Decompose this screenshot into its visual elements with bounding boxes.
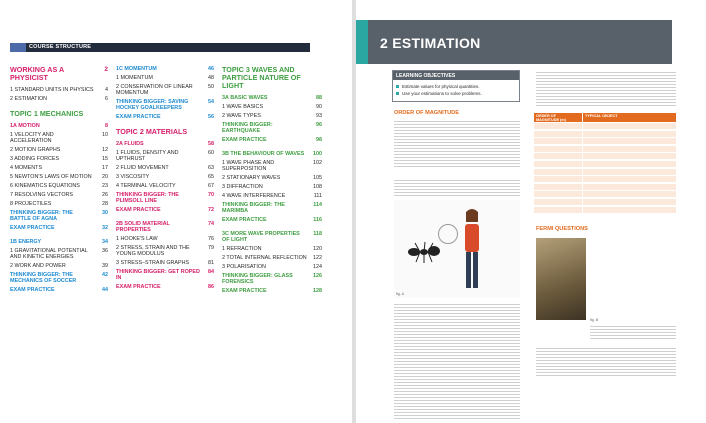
entry-title: 1C MOMENTUM xyxy=(116,66,157,72)
table-cell xyxy=(583,131,676,138)
page-number: 100 xyxy=(313,151,322,157)
page-number: 126 xyxy=(313,273,322,279)
entry-title: THINKING BIGGER: SAVING HOCKEY GOALKEEPERS xyxy=(116,99,189,111)
contents-entry xyxy=(222,184,322,190)
table-cell xyxy=(534,191,582,198)
page-number: 54 xyxy=(208,99,214,105)
page-number: 96 xyxy=(316,122,322,128)
contents-entry xyxy=(222,160,322,172)
contents-entry xyxy=(10,132,108,144)
page-number: 76 xyxy=(208,236,214,242)
page-number: 8 xyxy=(105,123,108,129)
body-text-block xyxy=(536,346,676,376)
page-number: 114 xyxy=(313,202,322,208)
entry-title: 2 STRESS, STRAIN AND THE YOUNG MODULUS xyxy=(116,245,190,257)
table-cell xyxy=(534,123,582,130)
page-number: 88 xyxy=(316,95,322,101)
page-number: 79 xyxy=(208,245,214,251)
entry-title: 3 ADDING FORCES xyxy=(10,156,60,162)
order-of-magnitude-heading: ORDER OF MAGNITUDE xyxy=(394,110,459,116)
entry-title: 1A MOTION xyxy=(10,123,40,129)
entry-title: EXAM PRACTICE xyxy=(10,225,55,231)
page-number: 56 xyxy=(208,114,214,120)
entry-title: 1 STANDARD UNITS IN PHYSICS xyxy=(10,87,94,93)
chapter-banner xyxy=(356,20,672,64)
table-cell xyxy=(583,123,676,130)
topic-heading xyxy=(116,128,214,136)
chapter-title: 2 ESTIMATION xyxy=(380,35,481,51)
entry-title: 2 WORK AND POWER xyxy=(10,263,66,269)
objective-item: Use your estimations to solve problems. xyxy=(396,91,482,96)
entry-title: 4 TERMINAL VELOCITY xyxy=(116,183,176,189)
entry-title: THINKING BIGGER: GET ROPED IN xyxy=(116,269,200,281)
entry-title: 2B SOLID MATERIAL PROPERTIES xyxy=(116,221,170,233)
entry-title: 3 POLARISATION xyxy=(222,264,266,270)
entry-title: 3 DIFFRACTION xyxy=(222,184,263,190)
entry-title: WORKING AS A PHYSICIST xyxy=(10,65,64,82)
section-heading xyxy=(222,137,322,143)
entry-title: 2 STATIONARY WAVES xyxy=(222,175,281,181)
section-heading xyxy=(10,210,108,222)
table-cell xyxy=(583,169,676,176)
page-number: 26 xyxy=(102,192,108,198)
contents-entry xyxy=(116,84,214,96)
contents-column-2 xyxy=(116,66,214,293)
page-number: 23 xyxy=(102,183,108,189)
table-cell xyxy=(583,199,676,206)
page-number: 122 xyxy=(313,255,322,261)
section-heading xyxy=(222,202,322,214)
page-number: 42 xyxy=(102,272,108,278)
entry-title: EXAM PRACTICE xyxy=(10,287,55,293)
entry-title: 1 GRAVITATIONAL POTENTIAL AND KINETIC ENERGIES xyxy=(10,248,88,260)
entry-title: 3 STRESS–STRAIN GRAPHS xyxy=(116,260,190,266)
page-number: 32 xyxy=(102,225,108,231)
entry-title: TOPIC 2 MATERIALS xyxy=(116,127,188,136)
page-number: 60 xyxy=(208,150,214,156)
page-number: 63 xyxy=(208,165,214,171)
entry-title: EXAM PRACTICE xyxy=(222,288,267,294)
ant-icon xyxy=(406,240,446,264)
page-number: 72 xyxy=(208,207,214,213)
table-cell xyxy=(534,146,582,153)
page-number: 6 xyxy=(105,96,108,102)
entry-title: 4 MOMENTS xyxy=(10,165,43,171)
table-cell xyxy=(583,207,676,214)
entry-title: 2 ESTIMATION xyxy=(10,96,48,102)
section-heading xyxy=(116,99,214,111)
page-number: 70 xyxy=(208,192,214,198)
page-number: 118 xyxy=(313,231,322,237)
section-heading xyxy=(116,284,214,290)
figure-b-caption: fig. B xyxy=(590,318,599,322)
contents-entry xyxy=(10,263,108,269)
entry-title: THINKING BIGGER: THE PLIMSOLL LINE xyxy=(116,192,179,204)
table-cell xyxy=(534,169,582,176)
entry-title: EXAM PRACTICE xyxy=(116,284,161,290)
learning-objectives-box xyxy=(392,70,520,102)
page-number: 36 xyxy=(102,248,108,254)
table-cell xyxy=(534,199,582,206)
section-heading xyxy=(116,269,214,281)
section-heading xyxy=(10,123,108,129)
entry-title: 1 HOOKE'S LAW xyxy=(116,236,158,242)
page-number: 58 xyxy=(208,141,214,147)
section-heading xyxy=(222,95,322,101)
contents-column-1 xyxy=(10,66,108,296)
contents-entry xyxy=(116,75,214,81)
entry-title: 6 KINEMATICS EQUATIONS xyxy=(10,183,80,189)
contents-entry xyxy=(222,175,322,181)
contents-entry xyxy=(10,165,108,171)
section-heading xyxy=(222,151,322,157)
page-number: 12 xyxy=(102,147,108,153)
page-number: 20 xyxy=(102,174,108,180)
banner-accent xyxy=(356,20,368,64)
entry-title: 8 PROJECTILES xyxy=(10,201,52,207)
entry-title: EXAM PRACTICE xyxy=(222,137,267,143)
contents-entry xyxy=(10,147,108,153)
entry-title: TOPIC 3 WAVES AND PARTICLE NATURE OF LIGHT xyxy=(222,65,301,90)
figure-a-caption: fig. A xyxy=(396,292,404,296)
contents-entry xyxy=(10,248,108,260)
entry-title: 3B THE BEHAVIOUR OF WAVES xyxy=(222,151,305,157)
right-page-estimation xyxy=(356,0,706,423)
page-number: 90 xyxy=(316,104,322,110)
page-number: 2 xyxy=(104,66,108,73)
entry-title: 4 WAVE INTERFERENCE xyxy=(222,193,286,199)
section-heading xyxy=(116,66,214,72)
page-number: 74 xyxy=(208,221,214,227)
contents-entry xyxy=(116,165,214,171)
magnifier-icon xyxy=(438,224,458,244)
entry-title: 5 NEWTON'S LAWS OF MOTION xyxy=(10,174,92,180)
table-cell xyxy=(534,207,582,214)
topic-heading xyxy=(10,66,108,82)
page-number: 65 xyxy=(208,174,214,180)
table-cell xyxy=(583,191,676,198)
table-header: ORDER OF MAGNITUDE (m) xyxy=(534,113,582,122)
page-number: 98 xyxy=(316,137,322,143)
contents-entry xyxy=(116,183,214,189)
section-heading xyxy=(222,122,322,134)
contents-entry xyxy=(222,113,322,119)
body-text-block xyxy=(590,324,676,340)
section-heading xyxy=(222,273,322,285)
section-heading xyxy=(116,141,214,147)
contents-entry xyxy=(10,87,108,93)
contents-entry xyxy=(116,260,214,266)
contents-entry xyxy=(222,264,322,270)
contents-entry xyxy=(222,255,322,261)
entry-title: THINKING BIGGER: THE MECHANICS OF SOCCER xyxy=(10,272,77,284)
page-number: 4 xyxy=(105,87,108,93)
entry-title: 1 FLUIDS, DENSITY AND UPTHRUST xyxy=(116,150,179,162)
contents-entry xyxy=(116,150,214,162)
page-number: 81 xyxy=(208,260,214,266)
contents-entry xyxy=(10,156,108,162)
table-cell xyxy=(583,184,676,191)
entry-title: THINKING BIGGER: EARTHQUAKE xyxy=(222,122,273,134)
entry-title: 2 TOTAL INTERNAL REFLECTION xyxy=(222,255,307,261)
entry-title: 3 VISCOSITY xyxy=(116,174,150,180)
page-number: 44 xyxy=(102,287,108,293)
table-cell xyxy=(583,161,676,168)
entry-title: THINKING BIGGER: GLASS FORENSICS xyxy=(222,273,293,285)
topic-heading xyxy=(222,66,322,90)
body-text-block xyxy=(394,302,520,420)
page-number: 39 xyxy=(102,263,108,269)
contents-entry xyxy=(10,96,108,102)
entry-title: 2A FLUIDS xyxy=(116,141,144,147)
table-cell xyxy=(583,146,676,153)
section-heading xyxy=(10,287,108,293)
section-heading xyxy=(222,231,322,243)
page-number: 124 xyxy=(313,264,322,270)
contents-column-3 xyxy=(222,66,322,297)
course-structure-bar xyxy=(10,43,310,52)
entry-title: TOPIC 1 MECHANICS xyxy=(10,109,84,118)
page-number: 93 xyxy=(316,113,322,119)
contents-entry xyxy=(10,174,108,180)
contents-entry xyxy=(116,245,214,257)
table-cell xyxy=(534,153,582,160)
section-heading xyxy=(222,288,322,294)
entry-title: 2 FLUID MOVEMENT xyxy=(116,165,169,171)
page-number: 30 xyxy=(102,210,108,216)
page-number: 34 xyxy=(102,239,108,245)
table-cell xyxy=(534,138,582,145)
page-number: 28 xyxy=(102,201,108,207)
entry-title: 2 CONSERVATION OF LINEAR MOMENTUM xyxy=(116,84,193,96)
table-header: TYPICAL OBJECT xyxy=(583,113,676,122)
table-cell xyxy=(583,138,676,145)
page-number: 15 xyxy=(102,156,108,162)
body-text-block xyxy=(394,119,520,169)
contents-entry xyxy=(116,174,214,180)
page-number: 116 xyxy=(313,217,322,223)
person-icon xyxy=(460,208,484,292)
page-number: 17 xyxy=(102,165,108,171)
page-number: 111 xyxy=(313,193,322,199)
entry-title: 1 VELOCITY AND ACCELERATION xyxy=(10,132,54,144)
page-number: 105 xyxy=(313,175,322,181)
entry-title: 1 MOMENTUM xyxy=(116,75,153,81)
contents-entry xyxy=(222,104,322,110)
entry-title: 2 WAVE TYPES xyxy=(222,113,261,119)
magnitude-table xyxy=(534,113,676,215)
contents-entry xyxy=(222,193,322,199)
section-heading xyxy=(222,217,322,223)
page-number: 128 xyxy=(313,288,322,294)
section-heading xyxy=(116,221,214,233)
page-number: 10 xyxy=(102,132,108,138)
section-heading xyxy=(10,272,108,284)
entry-title: 1 WAVE BASICS xyxy=(222,104,264,110)
entry-title: THINKING BIGGER: THE MARIMBA xyxy=(222,202,285,214)
page-number: 84 xyxy=(208,269,214,275)
course-structure-label: COURSE STRUCTURE xyxy=(29,44,92,50)
topic-heading xyxy=(10,110,108,118)
entry-title: EXAM PRACTICE xyxy=(222,217,267,223)
learning-objectives-heading: LEARNING OBJECTIVES xyxy=(393,71,519,80)
section-heading xyxy=(116,192,214,204)
section-heading xyxy=(10,239,108,245)
objective-item: Estimate values for physical quantities. xyxy=(396,84,480,89)
page-number: 67 xyxy=(208,183,214,189)
entry-title: 1 REFRACTION xyxy=(222,246,262,252)
section-heading xyxy=(116,207,214,213)
table-cell xyxy=(534,176,582,183)
contents-entry xyxy=(116,236,214,242)
contents-entry xyxy=(10,201,108,207)
left-page-contents xyxy=(0,0,352,423)
figure-ant-and-person xyxy=(394,200,520,298)
section-heading xyxy=(116,114,214,120)
page-number: 46 xyxy=(208,66,214,72)
entry-title: 1B ENERGY xyxy=(10,239,42,245)
table-cell xyxy=(534,131,582,138)
entry-title: 7 RESOLVING VECTORS xyxy=(10,192,74,198)
entry-title: 2 MOTION GRAPHS xyxy=(10,147,61,153)
entry-title: 3C MORE WAVE PROPERTIES OF LIGHT xyxy=(222,231,300,243)
table-cell xyxy=(534,161,582,168)
page-number: 108 xyxy=(313,184,322,190)
table-cell xyxy=(583,176,676,183)
contents-entry xyxy=(10,183,108,189)
page-number: 86 xyxy=(208,284,214,290)
page-number: 48 xyxy=(208,75,214,81)
fermi-questions-heading: FERMI QUESTIONS xyxy=(536,226,588,232)
entry-title: EXAM PRACTICE xyxy=(116,114,161,120)
section-heading xyxy=(10,225,108,231)
page-number: 50 xyxy=(208,84,214,90)
enrico-fermi-photo xyxy=(536,238,586,320)
contents-entry xyxy=(222,246,322,252)
entry-title: 1 WAVE PHASE AND SUPERPOSITION xyxy=(222,160,275,172)
page-number: 120 xyxy=(313,246,322,252)
entry-title: 3A BASIC WAVES xyxy=(222,95,268,101)
page-number-tab xyxy=(10,43,26,52)
entry-title: EXAM PRACTICE xyxy=(116,207,161,213)
table-cell xyxy=(583,153,676,160)
body-text-block xyxy=(536,70,676,108)
entry-title: THINKING BIGGER: THE BATTLE OF AGNA xyxy=(10,210,73,222)
table-cell xyxy=(534,184,582,191)
contents-entry xyxy=(10,192,108,198)
body-text-block xyxy=(394,178,520,198)
page-number: 102 xyxy=(313,160,322,166)
